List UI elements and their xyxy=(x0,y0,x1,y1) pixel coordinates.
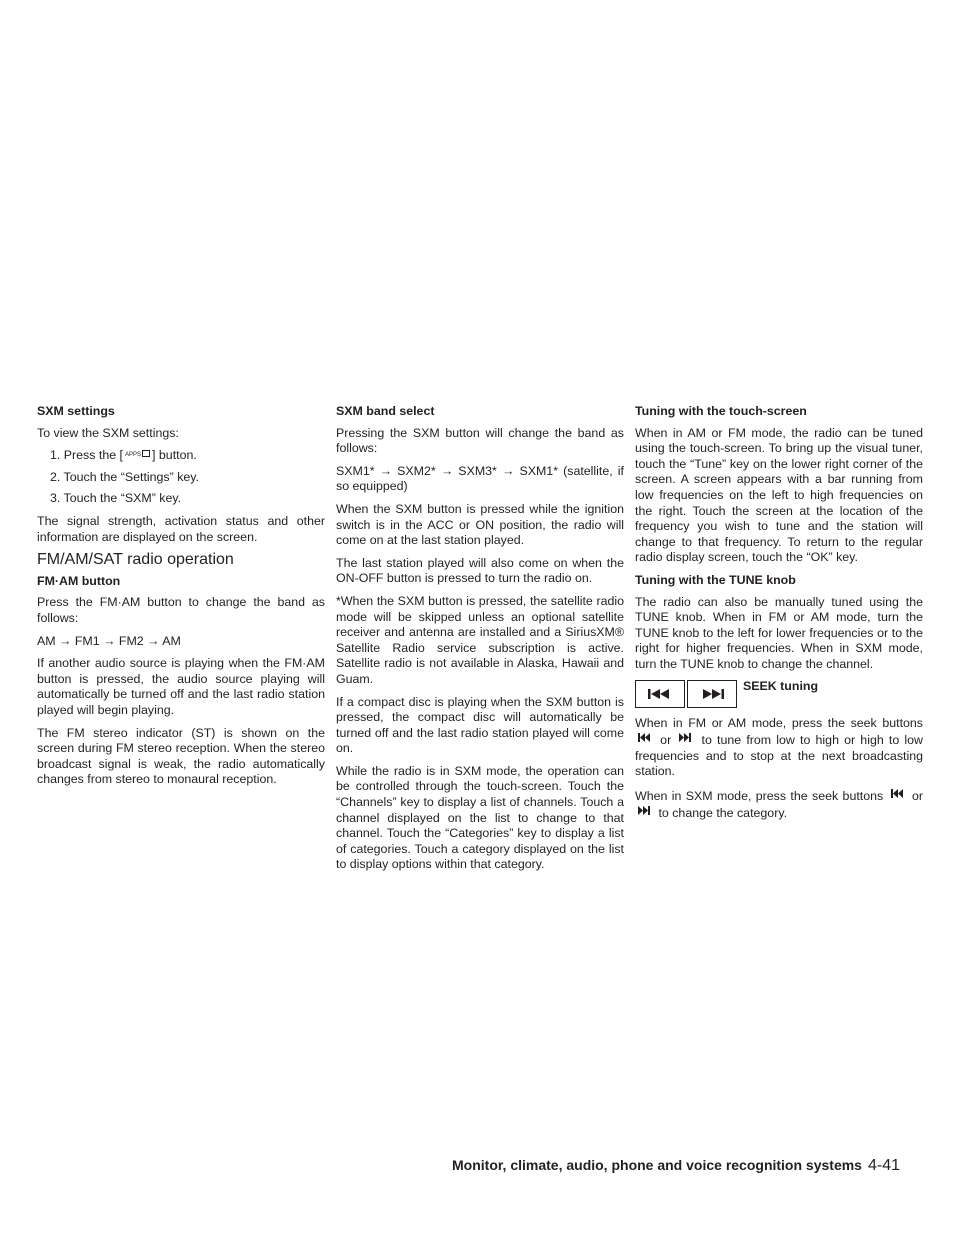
seek-p2-start: When in SXM mode, press the seek buttons xyxy=(635,788,884,803)
step-1-text: 1. Press the [ xyxy=(50,448,124,463)
fmam-paragraph-2: If another audio source is playing when the FM·AM button is pressed, the audio source playing will automatically be turned off and the last radio station played will begin playing. xyxy=(37,656,325,717)
apps-icon-label: APPS xyxy=(125,452,142,459)
seek-back-icon xyxy=(638,731,652,747)
fmam-paragraph-1: Press the FM·AM button to change the band as follows: xyxy=(37,595,325,625)
seek-p1-start: When in FM or AM mode, press the seek buttons xyxy=(635,715,923,730)
fmam-heading: FM·AM button xyxy=(37,573,121,588)
band-paragraph-5: *When the SXM button is pressed, the satellite radio mode will be skipped unless an optional satellite receiver and antenna are installed and a SiriusXM® Satellite Radio service subscription is active. Satellite radio is not available in Alaska, Hawaii and Guam. xyxy=(336,593,624,686)
band-paragraph-7: While the radio is in SXM mode, the operation can be controlled through the touch-screen. Touch the “Channels” key to display a list of channels. Touch a channel displayed on the list to change to that channel. Touch the “Categories” key to display a list of categories. Touch a category displayed on the list to display options within that category. xyxy=(336,763,624,872)
seek-tuning-heading: SEEK tuning xyxy=(743,678,819,693)
seek-paragraph-1 xyxy=(635,716,923,780)
sxm-settings-steps xyxy=(37,448,325,507)
section-title: FM/AM/SAT radio operation xyxy=(37,551,234,569)
knob-tuning-paragraph: The radio can also be manually tuned using the TUNE knob. When in FM or AM mode, turn the TUNE knob to the left for lower frequencies or to the right for higher frequencies. When in SXM mode, turn the TUNE knob to change the channel. xyxy=(635,594,923,671)
seek-or-2: or xyxy=(911,788,923,803)
column-2 xyxy=(336,404,624,880)
column-3 xyxy=(635,404,923,829)
seek-p2-end: to change the category. xyxy=(658,806,788,821)
band-paragraph-6: If a compact disc is playing when the SXM button is pressed, the compact disc will automatically be turned off and the last radio station played will come on. xyxy=(336,694,624,756)
touch-tuning-heading: Tuning with the touch-screen xyxy=(635,404,807,418)
step-1 xyxy=(37,448,325,464)
seek-back-icon xyxy=(891,787,905,803)
step-1-text-end: ] button. xyxy=(152,448,197,463)
step-3: 3. Touch the “SXM” key. xyxy=(50,491,182,506)
band-select-heading: SXM band select xyxy=(336,404,435,418)
seek-forward-icon xyxy=(679,731,693,747)
column-1 xyxy=(37,404,325,795)
knob-tuning-heading: Tuning with the TUNE knob xyxy=(635,572,796,587)
step-2: 2. Touch the “Settings” key. xyxy=(50,469,199,484)
touch-tuning-paragraph: When in AM or FM mode, the radio can be tuned using the touch-screen. To bring up the visual tuner, touch the “Tune” key on the lower right corner of the screen. A screen appears with a bar running from low frequencies on the left to high frequencies on the right. Touch the screen at the location of the frequency you wish to tune and the station will change to that frequency. To return to the regular radio display screen, touch the “OK” key. xyxy=(635,425,923,565)
seek-or-1: or xyxy=(660,733,672,748)
band-paragraph-3: When the SXM button is pressed while the ignition switch is in the ACC or ON position, the radio will come on at the last station played. xyxy=(336,501,624,548)
band-paragraph-1: Pressing the SXM button will change the band as follows: xyxy=(336,425,624,456)
fmam-sequence: AM → FM1 → FM2 → AM xyxy=(37,633,181,648)
page-number: 4-41 xyxy=(867,1157,900,1174)
signal-info: The signal strength, activation status and other information are displayed on the screen. xyxy=(37,513,325,544)
band-sequence: SXM1* → SXM2* → SXM3* → SXM1* (satellite, if so equipped) xyxy=(336,463,624,494)
page-footer xyxy=(452,1157,932,1175)
seek-heading-row xyxy=(635,680,923,708)
band-paragraph-4: The last station played will also come on when the ON-OFF button is pressed to turn the radio on. xyxy=(336,555,624,586)
seek-paragraph-2 xyxy=(635,787,923,822)
seek-forward-icon xyxy=(638,804,652,820)
sxm-settings-heading: SXM settings xyxy=(37,404,115,418)
sxm-settings-intro: To view the SXM settings: xyxy=(37,425,179,440)
apps-icon xyxy=(125,448,150,464)
fmam-paragraph-3: The FM stereo indicator (ST) is shown on the screen during FM stereo reception. When the stereo broadcast signal is weak, the radio automatically changes from stereo to monaural reception. xyxy=(37,725,325,787)
seek-p1-end: to tune from low to high or high to low frequencies and to stop at the next broadcasting station. xyxy=(635,733,923,779)
seek-back-icon xyxy=(635,680,685,708)
footer-title: Monitor, climate, audio, phone and voice recognition systems xyxy=(452,1157,862,1173)
seek-forward-icon xyxy=(687,680,737,708)
